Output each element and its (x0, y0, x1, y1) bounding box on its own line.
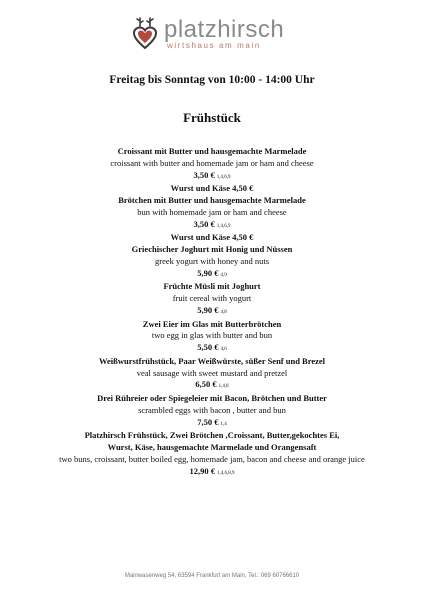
allergen-codes: 4,9 (220, 272, 227, 278)
dish-price (0, 417, 424, 431)
dish-description (0, 293, 424, 305)
dish-title-text: Platzhirsch Frühstück, Zwei Brötchen ,Croissant, Butter,gekochtes Ei, (84, 430, 340, 441)
dish-title (0, 146, 424, 158)
dish-price-text: 5,50 € (197, 342, 219, 352)
dish-description-text: croissant with butter and homemade jam or ham and cheese (110, 157, 314, 168)
dish-price-text: 12,90 € (189, 465, 215, 476)
dish-description (0, 330, 424, 342)
dish-price-text: 3,50 € (193, 218, 215, 229)
footer-address: Mainwasenweg 54, 63594 Frankfurt am Main, Tel.: 069 60766610 (124, 573, 300, 579)
dish-title (0, 232, 424, 244)
allergen-codes: 4,8 (220, 309, 227, 315)
allergen-codes: 1,4,6,9 (216, 223, 231, 229)
allergen-codes: 1,4,6,9 (216, 174, 231, 180)
dish-title-text: Wurst und Käse 4,50 € (170, 232, 254, 243)
dish-title (0, 430, 424, 442)
dish-price (0, 219, 424, 233)
dish-description-text: scrambled eggs with bacon , butter and bun (138, 404, 286, 415)
dish-title (0, 442, 424, 454)
dish-title-text: Wurst und Käse 4,50 € (170, 183, 254, 194)
dish-title (0, 195, 424, 207)
dish-description (0, 454, 424, 466)
allergen-codes: 1,4,8 (218, 384, 229, 390)
allergen-codes: 1,4 (220, 421, 227, 427)
logo (131, 14, 301, 54)
dish-description-text: two egg in glas with butter and bun (151, 330, 273, 341)
dish-description-text: greek yogurt with honey and nuts (154, 255, 270, 266)
allergen-codes: 4,6 (220, 347, 227, 352)
dish-price-text: 3,50 € (193, 169, 215, 180)
dish-title-text: Griechischer Joghurt mit Honig und Nüssen (131, 244, 293, 254)
dish-price (0, 305, 424, 319)
section-heading: Frühstück (183, 110, 241, 125)
breakfast-menu (0, 146, 424, 479)
dish-price (0, 379, 424, 393)
dish-price (0, 170, 424, 184)
brand-tagline: wirtshaus am main (167, 41, 261, 50)
dish-description (0, 368, 424, 380)
dish-title (0, 356, 424, 368)
dish-description (0, 256, 424, 268)
dish-description-text: fruit cereal with yogurt (172, 293, 252, 303)
dish-description (0, 405, 424, 417)
dish-description-text: two buns, croissant, butter boiled egg, homemade jam, bacon and cheese and orange juice (59, 453, 365, 464)
dish-price-text: 5,90 € (197, 267, 219, 278)
dish-title (0, 244, 424, 256)
dish-title (0, 281, 424, 293)
dish-title (0, 319, 424, 331)
dish-description-text: veal sausage with sweet mustard and pretzel (136, 367, 288, 378)
dish-title-text: Brötchen mit Butter und hausgemachte Marmelade (118, 195, 306, 205)
dish-price-text: 6,50 € (195, 379, 217, 390)
dish-description (0, 158, 424, 170)
brand-name: platzhirsch (164, 16, 285, 43)
dish-title-text: Croissant mit Butter und hausgemachte Marmelade (117, 146, 307, 156)
dish-price-text: 7,50 € (197, 416, 219, 427)
allergen-codes: 1,4,6,8,9 (217, 470, 235, 476)
dish-price-text: 5,90 € (197, 304, 219, 315)
dish-title-text: Wurst, Käse, hausgemachte Marmelade und Orangensaft (107, 442, 317, 452)
dish-price (0, 342, 424, 356)
dish-title (0, 393, 424, 405)
opening-hours: Freitag bis Sonntag von 10:00 - 14:00 Uhr (109, 74, 315, 86)
dish-price (0, 466, 424, 480)
dish-description-text: bun with homemade jam or ham and cheese (137, 206, 287, 217)
dish-price (0, 268, 424, 282)
dish-title (0, 183, 424, 195)
dish-title-text: Drei Rühreier oder Spiegeleier mit Bacon, Brötchen und Butter (97, 393, 327, 403)
dish-title-text: Zwei Eier im Glas mit Butterbrötchen (142, 318, 282, 329)
dish-title-text: Früchte Müsli mit Joghurt (163, 281, 261, 292)
dish-description (0, 207, 424, 219)
dish-title-text: Weißwurstfrühstück, Paar Weißwürste, süßer Senf und Brezel (98, 355, 326, 366)
deer-heart-icon (131, 14, 159, 52)
